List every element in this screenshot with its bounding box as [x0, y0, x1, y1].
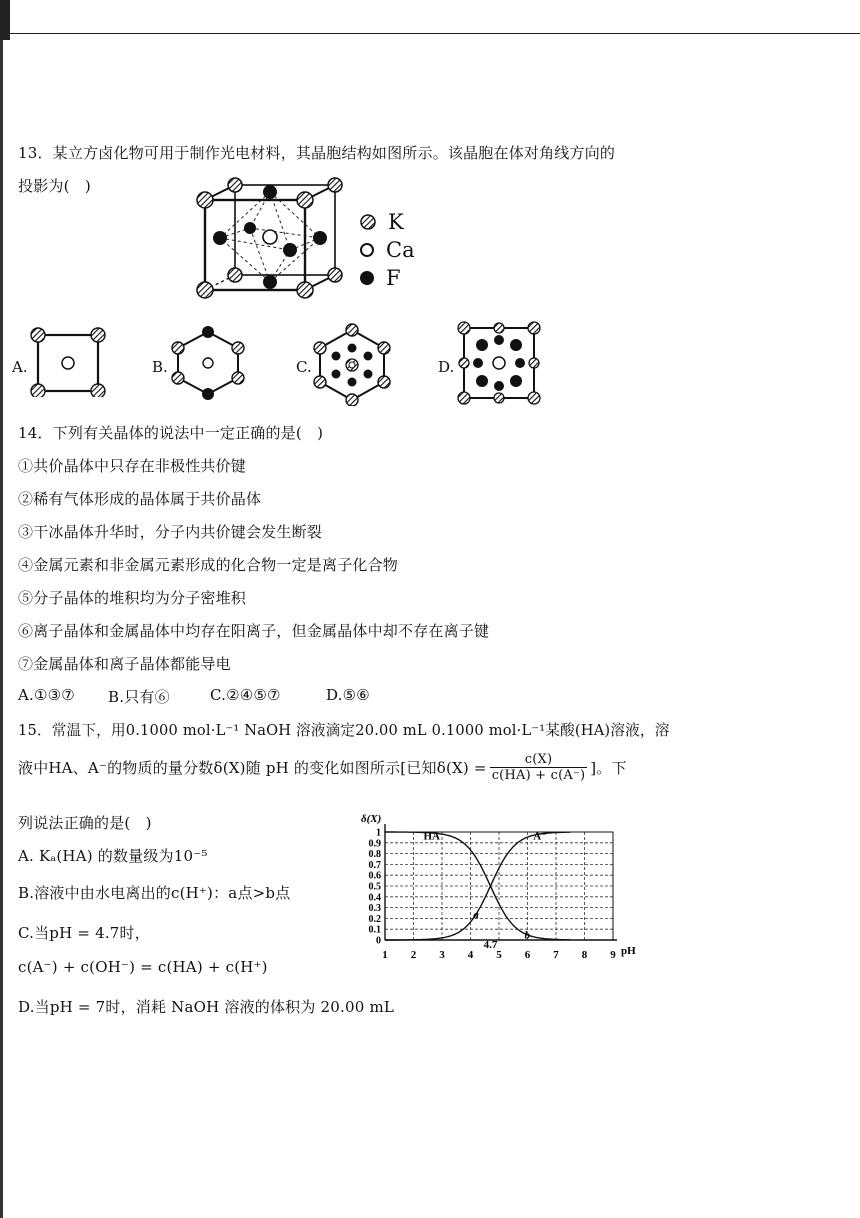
x-tick-label: 6: [524, 949, 531, 961]
q14-stem: 14．下列有关晶体的说法中一定正确的是( ): [18, 424, 324, 442]
q13-option-b-label: B.: [152, 358, 168, 376]
point-label-a: a: [473, 909, 479, 922]
q15-option-d[interactable]: D.当pH = 7时，消耗 NaOH 溶液的体积为 20.00 mL: [18, 998, 395, 1016]
y-tick-label: 0.6: [368, 870, 381, 882]
y-tick-label: 0: [376, 935, 381, 947]
x-tick-label: 5: [496, 949, 502, 961]
x-tick-label: 7: [553, 949, 559, 961]
legend-ca-label: Ca: [386, 238, 415, 262]
legend-k-label: K: [388, 210, 404, 234]
q15-option-b[interactable]: B.溶液中由水电离出的c(H⁺)：a点>b点: [18, 884, 291, 902]
x-tick-label: 3: [439, 949, 445, 961]
y-tick-label: 0.4: [368, 892, 381, 904]
legend-ca: [360, 238, 415, 262]
fraction-numerator: c(X): [490, 752, 588, 768]
series-label-ha: HA: [423, 830, 440, 843]
crystal-cell-diagram: [185, 170, 360, 305]
top-rule: [0, 33, 860, 34]
q13-option-c-figure[interactable]: [310, 320, 394, 406]
legend-f-label: F: [386, 266, 401, 290]
q14-choice-a[interactable]: A.①③⑦: [18, 686, 75, 704]
delta-fraction: [490, 752, 588, 783]
white-circle-icon: [360, 243, 374, 257]
q13-stem-line1: 13．某立方卤化物可用于制作光电材料，其晶胞结构如图所示。该晶胞在体对角线方向的: [18, 144, 616, 162]
y-tick-label: 1: [376, 827, 381, 839]
q14-item-2: ②稀有气体形成的晶体属于共价晶体: [18, 490, 262, 508]
fraction-denominator: c(HA) + c(A⁻): [491, 768, 586, 783]
q15-option-a[interactable]: A. Kₐ(HA) 的数量级为10⁻⁵: [18, 847, 208, 865]
y-tick-label: 0.3: [368, 903, 381, 915]
hatched-circle-icon: [360, 214, 376, 230]
scan-edge-corner: [0, 0, 10, 40]
q13-option-d-figure[interactable]: [452, 318, 544, 408]
q13-option-a-figure[interactable]: [28, 325, 108, 397]
q13-stem-line2: 投影为( ): [18, 177, 91, 195]
q14-item-4: ④金属元素和非金属元素形成的化合物一定是离子化合物: [18, 556, 399, 574]
q15-stem-line2: [18, 752, 627, 783]
q15-stem-line1: 15．常温下，用0.1000 mol·L⁻¹ NaOH 溶液滴定20.00 mL 0.1000 mol·L⁻¹某酸(HA)溶液，溶: [18, 722, 670, 739]
delta-ph-chart: [355, 810, 655, 965]
series-label-a: A⁻: [533, 830, 547, 843]
y-tick-label: 0.9: [368, 838, 381, 850]
q14-choice-c[interactable]: C.②④⑤⑦: [210, 686, 281, 704]
x-tick-label: 2: [410, 949, 417, 961]
x-tick-label: 4: [467, 949, 474, 961]
x-tick-label: 4.7: [483, 939, 498, 951]
x-tick-label: 9: [610, 949, 616, 961]
legend-k: [360, 210, 404, 234]
scan-edge: [0, 0, 3, 1218]
q15-stem-line2-pre: 液中HA、A⁻的物质的量分数δ(X)随 pH 的变化如图所示[已知δ(X) =: [18, 759, 487, 777]
point-label-b: b: [524, 929, 530, 942]
x-tick-label: 1: [382, 949, 388, 961]
q15-stem-line2-post: ]。下: [590, 759, 627, 777]
y-tick-label: 0.5: [368, 881, 381, 893]
legend-f: [360, 266, 401, 290]
q14-item-3: ③干冰晶体升华时，分子内共价键会发生断裂: [18, 523, 323, 541]
black-circle-icon: [360, 271, 374, 285]
q14-item-1: ①共价晶体中只存在非极性共价键: [18, 457, 247, 475]
y-tick-label: 0.7: [368, 859, 381, 871]
q15-option-c-line2[interactable]: c(A⁻) + c(OH⁻) = c(HA) + c(H⁺): [18, 958, 268, 976]
q13-option-b-figure[interactable]: [170, 322, 250, 402]
y-tick-label: 0.8: [368, 849, 381, 861]
q13-option-d-label: D.: [438, 358, 455, 376]
q13-option-a-label: A.: [12, 358, 28, 376]
y-tick-label: 0.2: [368, 913, 381, 925]
q14-item-5: ⑤分子晶体的堆积均为分子密堆积: [18, 589, 247, 607]
q15-stem-line3: 列说法正确的是( ): [18, 814, 152, 832]
y-axis-label: δ(X): [361, 813, 382, 825]
x-tick-label: 8: [581, 949, 588, 961]
q15-option-c-line1[interactable]: C.当pH = 4.7时，: [18, 924, 150, 942]
y-tick-label: 0.1: [368, 924, 381, 936]
q13-option-c-label: C.: [296, 358, 312, 376]
q14-choice-b[interactable]: B.只有⑥: [108, 688, 170, 706]
q14-item-7: ⑦金属晶体和离子晶体都能导电: [18, 655, 231, 673]
q14-item-6: ⑥离子晶体和金属晶体中均存在阳离子，但金属晶体中却不存在离子键: [18, 622, 490, 640]
x-axis-label: pH: [621, 945, 636, 957]
q14-choice-d[interactable]: D.⑤⑥: [326, 686, 370, 704]
